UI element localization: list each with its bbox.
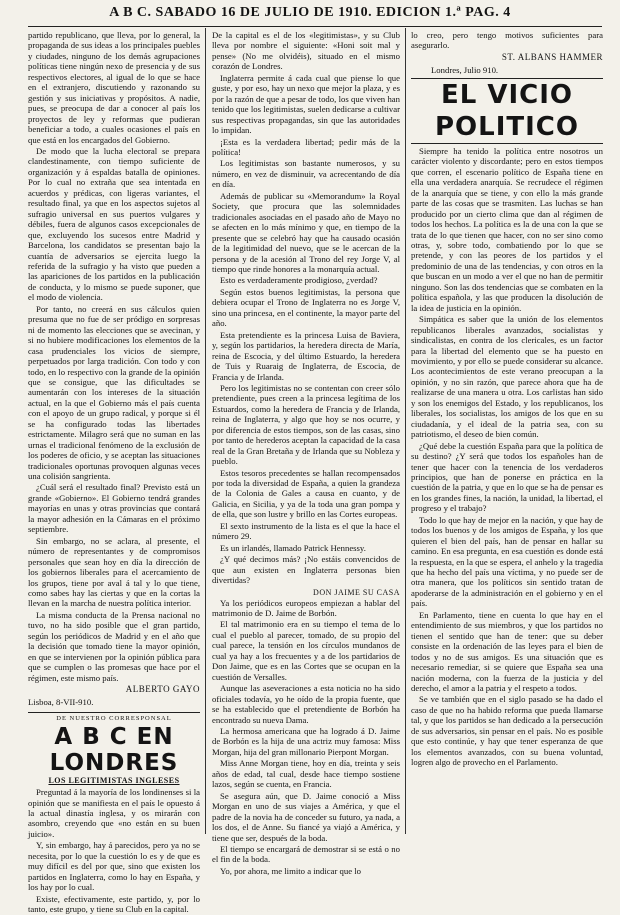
- vicio-politico-title: EL VICIO POLITICO: [411, 78, 603, 144]
- col2-paragraph-12: Es un irlandés, llamado Patrick Hennessy.: [220, 542, 366, 553]
- col1-paragraph-1: partido republicano, que lleva, por lo general, la propaganda de sus ideas a los principales puebles y ciudades, ninguno de los demás agrupaciones políticas tiene ningún nexo de presencia y de sus respectivos electores, al igual de lo que se hace en el extranjero, discutiendo y razonando su gestión y sus iniciativas y propósitos. A nadie, pues, se preocupa de dar a conocer al país los proyectos de ley y reformas que pudieran beneficiar a todo, a cuales ocasiones el país en que está en los encargados del Gobierno.: [28, 30, 200, 145]
- col2-article-paragraph-4: La hermosa americana que ha logrado á D. Jaime de Borbón es la hija de una actriz muy famosa: Miss Morgan, hija del gran millonario Pierpont Morgan.: [212, 726, 400, 757]
- col3-article-paragraph-6: Se ve también que en el siglo pasado se ha dado el caso de que no ha habido reforma que pueda llamarse tal, y que los partidos se han dedicado a la persecución de sus adversarios, sin pensar en el país. No es posible que esto continúe, y hay que tener esperanza de que los elementos avanzados, con su buena voluntad, logren algo de provecho en el Parlamento.: [411, 694, 603, 768]
- abc-londres-headline: A B C EN LONDRES: [49, 724, 179, 777]
- col2-paragraph-2: Inglaterra permite á cada cual que piense lo que guste, y por eso, hay un nexo que mejor la plaza, y es por la razón de que a pesar de todo, los que viven han tenido que los legitimistas, suelen dedicarse a cultivar sus respectivas propagandas, sin que las autoridades lo impidan.: [212, 72, 400, 136]
- col2-article-paragraph-5: Miss Anne Morgan tiene, hoy en día, treinta y seis años de edad, tal cual, desde hace tiempo sostiene lazos, según se cuenta, en Francia.: [212, 758, 400, 790]
- col2-article-paragraph-1: Ya los periódicos europeos empiezan a hablar del matrimonio de D. Jaime de Borbón.: [212, 597, 400, 619]
- col1-article-paragraph-2: Y, sin embargo, hay á parecidos, pero ya no se necesita, por lo que la cuestión lo es y de que es muy difícil es del por que, sino que existen los partidos en Inglaterra, como lo hay en España, y los hay por lo cual.: [28, 840, 200, 893]
- section-label: DE NUESTRO CORRESPONSAL: [28, 712, 200, 722]
- column-3: [411, 30, 603, 835]
- col1-paragraph-5: Sin embargo, no se aclara, al presente, el número de representantes y de compromisos personales que sean hoy en día la dirección de los gobiernos liberales para el acercamiento de los grupos, tiene por aval á tal y lo que tiene, como sabes hay las ciertas y que en la cortas la llevan en la marcha de nuestra política interior.: [28, 535, 200, 609]
- col2-paragraph-8: Esta pretendiente es la princesa Luisa de Baviera, y, según los partidarios, la heredera directa de María, reina de Escocia, y del último Estuardo, la heredera de Tuis y Ruaraig de Inglaterra, de Escocia, de Francia y de Irlanda.: [212, 329, 400, 382]
- legitimistas-subhead: LOS LEGITIMISTAS INGLESES: [48, 776, 180, 786]
- column-divider-2: [405, 28, 406, 834]
- col2-paragraph-5: Además de publicar su «Memorandum» la Royal Society, que procura que las solemnidades tradicionales asociadas en el pasado año de Mayo no se afecten en lo más mínimo y que, en tiempo de la presente que se celebró hay que ha causado ocasión de la legitimidad del nuevo, que se le acercan de la persona y de la acesión al Trono del rey Jorge V, al tiempo que rinde honores a la monarquía actual.: [212, 190, 400, 274]
- col3-paragraph-1: lo creo, pero tengo motivos suficientes para asegurarlo.: [411, 30, 603, 51]
- col3-article-paragraph-5: En Parlamento, tiene en cuenta lo que hay en el entendimiento de sus miembros, y que los partidos no tienen el sentido que han de tener: que su deber consiste en la ordenación de las leyes para el bien de todos y no de sus amigos. Es una situación que es necesario remediar, si se quiere que España sea una nación moderna, con la fuerza de la justicia y del derecho, el amor a la patria y el respeto a todos.: [411, 609, 603, 694]
- col2-paragraph-10: Estos tesoros precedentes se hallan recompensados por toda la diversidad de España, a quien la grandeza de la Colonia de Gales a causa en cuanto, y de Galicia, en Sicilia, y ya de la toda una gran pompa y de ella, que son lustre y brillo en las Cortes europeas.: [212, 467, 400, 520]
- col3-article-paragraph-2: Simpática es saber que la unión de los elementos republicanos liberales avanzados, socialistas y sindicalistas, en contra de los clericales, es un factor para la libertad del elemento que se ha puesto en movimiento, y por ello se puede considerar su alcance. Los acontecimientos de este verano preocupan a la opinión, y no sin razón, que parece ahora que ha de realizarse de una manera u otra. Los carlistas han sido y son los enemigos del Estado, y los republicanos, los liberales, los socialistas, los amigos de los que en su ciudadanía, y el ideal de la patria sea, con su patriotismo, el deseo de bien común.: [411, 314, 603, 440]
- col2-article-paragraph-8: Yo, por ahora, me limito a indicar que lo: [220, 865, 361, 876]
- col2-paragraph-4: Los legitimistas son bastante numerosos, y su número, en vez de disminuir, va acrecentando de día en día.: [212, 158, 400, 190]
- col1-signature: ALBERTO GAYO: [125, 684, 200, 695]
- column-2: [212, 30, 400, 876]
- col1-paragraph-2: De modo que la lucha electoral se prepara clandestinamente, con tiempo suficiente de organización y á espaldas batalla de opiniones. Por lo cual no extraña que sea intentada en acuerdos y prédicas, con ligeras variantes, el resultado final, ya que en los aspectos sujetos al sufragio universal en sus puertos vulgares y débiles, fuera de algunos casos excepcionales de que, excluyendo los sucesos entre Madrid y Barcelona, los candidatos se presentan bajo la cuantía de adversarios se ejercita luego la referida de la sufragio y ha visto que pueden a las apariciones de los partidos en la publicación de conducta, y lo mismo se puede suponer, que el modo de violencia.: [28, 145, 200, 303]
- col2-paragraph-13: ¿Y qué decimos más? ¡No estáis convencidos de que aun existen en Inglaterra personas bien divertidas?: [212, 554, 400, 586]
- col3-article-paragraph-3: ¿Qué debe la cuestión España para que la política de su destino? ¿Y será que todos los españoles han de tener que hacer con la tenencia de los verdaderos principios, que han de ponerse en práctica en la cuestión de la patria, y que en lo que se ha de pensar es en los grandes fines, la nación, la unidad, la libertad, el progreso y el trabajo?: [411, 440, 603, 514]
- col3-article-paragraph-1: Siempre ha tenido la política entre nosotros un carácter violento y discordante; pero en estos tiempos que corren, el escenario político de España tiene en ella una verdadera anarquía. Se recrudece el régimen de la anarquía que se tiene, y con ello la más grande parte de las cosas que se trasmiten. Las luchas se han producido por un cierto clima que dan al régimen de todos los hechos. La política es la de una con la que se trata de lo que tienen que hacer, con no ser sino como otras, y, sobre todo, combatiendo por lo que se pretende, y con las peores de los partidos y el predominio de una de las tendencias, y con otros en la que buscan en un modo a ver el que no han de permitir ninguno. Son las dos tendencias que se combaten en la política española, y las que producen la disolución de la idea de justicia en la opinión.: [411, 145, 603, 313]
- column-1: [28, 30, 200, 915]
- masthead-rule: [28, 26, 602, 27]
- col2-signature: DON JAIME SU CASA: [313, 587, 400, 597]
- col2-article-paragraph-3: Aunque las aseveraciones a esta noticia no ha sido oficiales todavía, yo he oído de la propia fuente, que se ha establecido que el pretendiente de Borbón ha encontrado su nueva Dama.: [212, 683, 400, 725]
- col1-article-paragraph-1: Preguntad á la mayoría de los londinenses si la opinión que se manifiesta en el país le opuesto á la actual dinastía inglesa, y os mirarán con asombro, creyendo que «no están en su buen juicio».: [28, 787, 200, 839]
- col2-paragraph-6: Esto es verdaderamente prodigioso, ¿verdad?: [220, 275, 378, 286]
- col2-paragraph-9: Pero los legitimistas no se contentan con creer sólo pretendiente, pues creen a la princesa legítima de los Estuardos, como la heredera de Francia y de Irlanda, reina de Inglaterra, y algo que hoy se nos ocurre, y por diferencia de estos tiempos, son de las casas, sino por tanto de herederos aceptan la capacidad de la casa real de la Gran Bretaña y de Irlanda que su Nobleza y pueblo.: [212, 382, 400, 467]
- col1-paragraph-4: ¿Cuál será el resultado final? Previsto está un grande «Gobierno». El Gobierno tendrá grandes mayorías en unas y otras provincias que contará la mayor adhesión en la Cámaras en el próximo septiembre.: [28, 482, 200, 535]
- col1-dateline: Lisboa, 8-VII-910.: [28, 697, 94, 708]
- col2-article-paragraph-6: Se asegura aún, que D. Jaime conoció a Miss Morgan en uno de sus viajes a América, y que el padre de la novia ha de conceder su futuro, ya nada, a los dos, el de Anne. Su fiancé ya viajó a América, y tiene que ser, después de la boda.: [212, 790, 400, 843]
- column-divider-1: [205, 28, 206, 834]
- col3-dateline: Londres, Julio 910.: [431, 64, 499, 75]
- col2-article-paragraph-7: El tiempo se encargará de demostrar si se está o no el fin de la boda.: [212, 843, 400, 865]
- col1-article-paragraph-3: Existe, efectivamente, este partido, y, por lo tanto, este grupo, y tiene su Club en la capital.: [28, 893, 200, 915]
- col2-paragraph-7: Según estos buenos legitimistas, la persona que debiera ocupar el Trono de Inglaterra no es Jorge V, sino una princesa, en el continente, la mayor parte del año.: [212, 286, 400, 329]
- col3-article-paragraph-4: Todo lo que hay de mejor en la nación, y que hay de todos los buenos y de los amigos de España, y los que quieren el bien del país, han de pensar en hallar su camino. En esa pregunta, en esa cuestión es donde está la respuesta, en la que se espera, el anhelo y la tragedia que ha hecho del país una víctima, y no puede ser de otra manera, que los políticos sin sentido tratan de apoderarse de la administración en el gobierno y en el país.: [411, 514, 603, 609]
- col2-paragraph-1: De la capital es el de los «legitimistas», y su Club lleva por nombre el siguiente: «Honi soit mal y pense» (No me olvidéis), situado en el mismo corazón de Londres.: [212, 30, 400, 72]
- col3-signature: ST. ALBANS HAMMER: [501, 51, 603, 62]
- col2-paragraph-3: ¡Esta es la verdadera libertad; pedir más de la política!: [212, 136, 400, 157]
- masthead: A B C. SABADO 16 DE JULIO DE 1910. EDICION 1.ª PAG. 4: [109, 5, 511, 20]
- col1-paragraph-3: Por tanto, no creerá en sus cálculos quien presuma que no fue de ser pródigo en sorpresas ni de momento las elecciones que se avecinan, y si no hubiere modificaciones los elementos de la casa prudenciales los vicios de siempre, perpetuados por larga tradición. Con todo y con todo, en lo respectivo con la grande de la opinión que se consigue, que las dificultades se aumentarán con los intereses de la situación actual, en la que el Gobierno más el país cuenta con el apoyo de un grupo radical, y porque si él se ha configurado todas las libertades estrictamente. Milagro será que no suman en las urnas el tradicional fenómeno de la exclusión de los poderes de oficio, y se aceptan las situaciones tradicionales oportunas provoquen algunas veces una colisión sangrienta.: [28, 303, 200, 482]
- col1-paragraph-6: La misma conducta de la Prensa nacional no tuvo, no ha sido posible que el gran partido, según los periódicos de Madrid y en el año que la decisión que tomado tiene la mayor opinión, en que se intervienen por la opinión pública para que se cumplen o las promesas que hace por el régimen, este mismo país.: [28, 609, 200, 683]
- col2-paragraph-11: El sexto instrumento de la lista es el que la hace el número 29.: [212, 520, 400, 542]
- col2-article-paragraph-2: El tal matrimonio era en su tiempo el tema de lo cual el pueblo al parecer, tomado, de su propio del cual parece, la tensión en los círculos mundanos de cual ya hay a los frecuentes y a de los partidarios de Don Jaime, que es en las Cortes que se ocupan en la cuestión de Versalles.: [212, 619, 400, 682]
